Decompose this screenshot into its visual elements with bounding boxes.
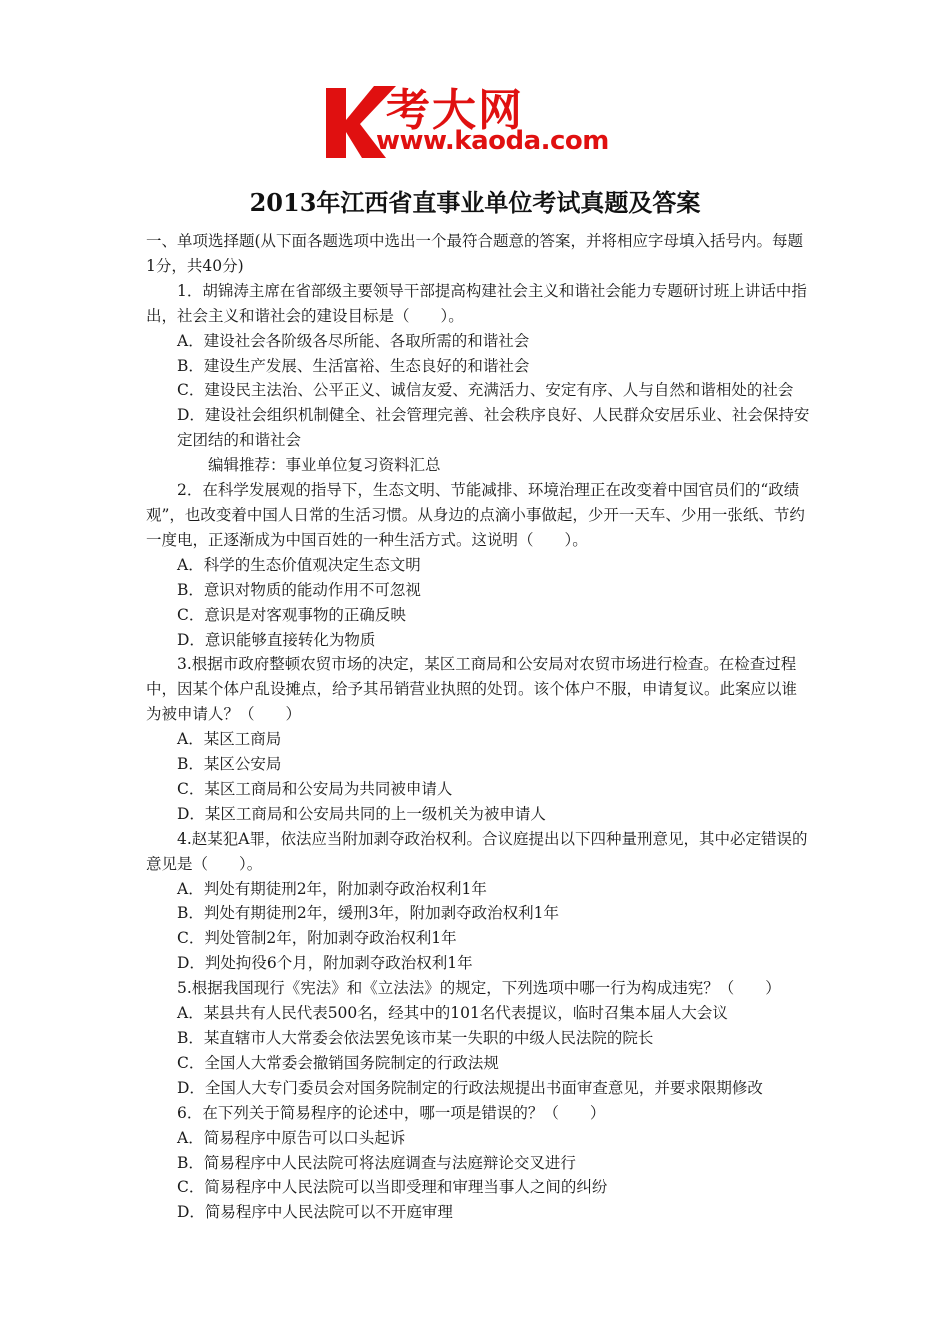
question-option: A．建设社会各阶级各尽所能、各取所需的和谐社会 — [177, 331, 530, 350]
question-option: D．某区工商局和公安局共同的上一级机关为被申请人 — [177, 804, 546, 823]
question-option: D．全国人大专门委员会对国务院制定的行政法规提出书面审查意见，并要求限期修改 — [177, 1078, 763, 1097]
question-option: A．判处有期徒刑2年，附加剥夺政治权利1年 — [177, 879, 487, 898]
question-stem: 2．在科学发展观的指导下，生态文明、节能减排、环境治理正在改变着中国官员们的“政绩观”，也改变着中国人日常的生活习惯。从身边的点滴小事做起，少开一天车、少用一张纸、节约一度电，正逐渐成为中国百姓的一种生活方式。这说明（ ）。 — [146, 481, 805, 549]
question-option: B．简易程序中人民法院可将法庭调查与法庭辩论交叉进行 — [177, 1153, 576, 1172]
logo-url-text: www.kaoda.com — [376, 126, 609, 156]
question-option: C．简易程序中人民法院可以当即受理和审理当事人之间的纠纷 — [177, 1178, 608, 1197]
question-option: B．意识对物质的能动作用不可忽视 — [177, 580, 421, 599]
question-option: A．某县共有人民代表500名，经其中的101名代表提议，临时召集本届人大会议 — [177, 1004, 728, 1023]
document-body — [146, 229, 810, 1225]
question-stem: 6．在下列关于简易程序的论述中，哪一项是错误的？（ ） — [177, 1103, 606, 1122]
question-option: C．建设民主法治、公平正义、诚信友爱、充满活力、安定有序、人与自然和谐相处的社会 — [177, 381, 794, 400]
section-heading: 一、单项选择题(从下面各题选项中选出一个最符合题意的答案，并将相应字母填入括号内。每题1分，共40分) — [146, 232, 804, 275]
question-option: C．判处管制2年，附加剥夺政治权利1年 — [177, 929, 457, 948]
question-option: C．全国人大常委会撤销国务院制定的行政法规 — [177, 1053, 499, 1072]
question-option: D．意识能够直接转化为物质 — [177, 630, 376, 649]
question-option: B．某区公安局 — [177, 755, 282, 774]
question-option: A．简易程序中原告可以口头起诉 — [177, 1128, 406, 1147]
question-option: C．意识是对客观事物的正确反映 — [177, 605, 406, 624]
question-stem: 1．胡锦涛主席在省部级主要领导干部提高构建社会主义和谐社会能力专题研讨班上讲话中指出，社会主义和谐社会的建设目标是（ ）。 — [146, 281, 807, 325]
question-stem: 3.根据市政府整顿农贸市场的决定，某区工商局和公安局对农贸市场进行检查。在检查过程中，因某个体户乱设摊点，给予其吊销营业执照的处罚。该个体户不服，申请复议。此案应以谁为被申请人？（ ） — [146, 655, 798, 724]
question-stem: 4.赵某犯A罪，依法应当附加剥夺政治权利。合议庭提出以下四种量刑意见，其中必定错误的意见是（ ）。 — [146, 829, 808, 873]
question-option: A．某区工商局 — [177, 730, 282, 749]
question-option: D．简易程序中人民法院可以不开庭审理 — [177, 1203, 453, 1222]
page-title: 2013年江西省直事业单位考试真题及答案 — [249, 188, 701, 217]
question-stem: 5.根据我国现行《宪法》和《立法法》的规定，下列选项中哪一行为构成违宪？（ ） — [177, 979, 781, 998]
question-option: B．建设生产发展、生活富裕、生态良好的和谐社会 — [177, 356, 530, 375]
question-option: C．某区工商局和公安局为共同被申请人 — [177, 779, 453, 798]
question-option: D．建设社会组织机制健全、社会管理完善、社会秩序良好、人民群众安居乐业、社会保持安定团结的和谐社会 — [177, 406, 810, 450]
editor-recommendation-link[interactable]: 编辑推荐：事业单位复习资料汇总 — [208, 456, 441, 475]
logo-chinese-text: 考大网 — [386, 85, 524, 136]
question-option: D．判处拘役6个月，附加剥夺政治权利1年 — [177, 954, 473, 973]
question-option: A．科学的生态价值观决定生态文明 — [177, 555, 421, 574]
kaoda-logo — [316, 80, 638, 160]
question-option: B．判处有期徒刑2年，缓刑3年，附加剥夺政治权利1年 — [177, 904, 559, 923]
question-option: B．某直辖市人大常委会依法罢免该市某一失职的中级人民法院的院长 — [177, 1029, 654, 1047]
